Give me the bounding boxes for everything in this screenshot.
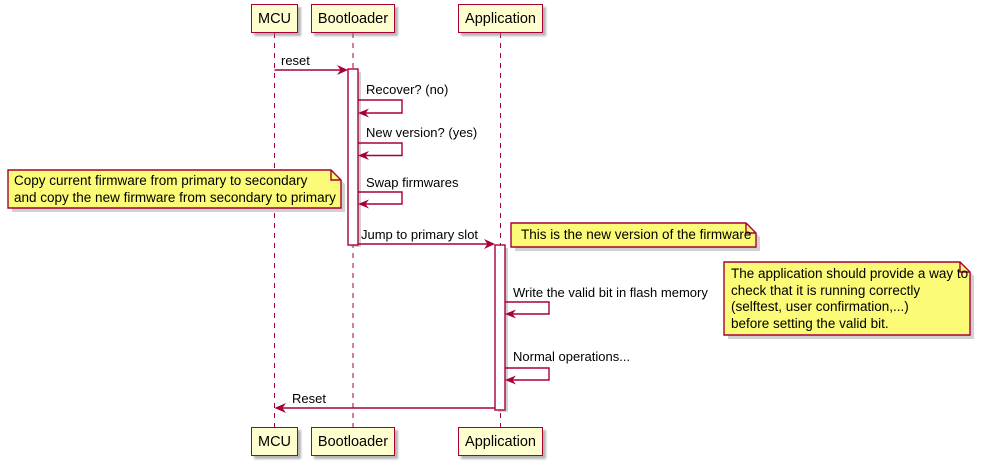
note-selftest-line-2: check that it is running correctly (731, 282, 921, 298)
message-reset-bottom-label: Reset (292, 391, 326, 406)
note-newfw-line-1: This is the new version of the firmware (521, 227, 752, 242)
message-normalops-label: Normal operations... (513, 349, 631, 364)
note-selftest-line-3: (selftest, user confirmation,...) (731, 299, 909, 314)
note-selftest-line-4: before setting the valid bit. (731, 315, 889, 331)
participant-application-top: Application (458, 4, 543, 33)
message-reset-top-label: reset (281, 53, 310, 68)
message-swap-label: Swap firmwares (366, 175, 459, 190)
participant-application-bottom: Application (458, 427, 543, 456)
note-copy-line-2: and copy the new firmware from secondary to primary (14, 189, 336, 205)
note-copy-text (14, 173, 336, 206)
note-selftest-text (731, 266, 968, 332)
message-recover-label: Recover? (no) (366, 82, 449, 97)
message-jump-label: Jump to primary slot (361, 227, 479, 242)
self-message-swap-loop (358, 192, 402, 209)
participant-bootloader-top: Bootloader (311, 4, 395, 33)
activation-bootloader (348, 69, 361, 247)
note-newfw-text (521, 227, 751, 244)
self-message-recover-loop (358, 100, 402, 118)
note-copy-line-1: Copy current firmware from primary to secondary (14, 173, 308, 188)
self-message-normalops-loop (505, 368, 549, 385)
activation-application (495, 245, 508, 412)
participant-bootloader-bottom: Bootloader (311, 427, 395, 456)
self-message-newversion-loop (358, 143, 402, 160)
participant-mcu-top: MCU (251, 4, 298, 33)
message-newversion-label: New version? (yes) (366, 125, 478, 140)
note-selftest-line-1: The application should provide a way to (731, 266, 969, 281)
participant-mcu-bottom: MCU (251, 427, 298, 456)
message-writevalid-label: Write the valid bit in flash memory (513, 285, 708, 300)
self-message-writevalid-loop (505, 302, 549, 319)
